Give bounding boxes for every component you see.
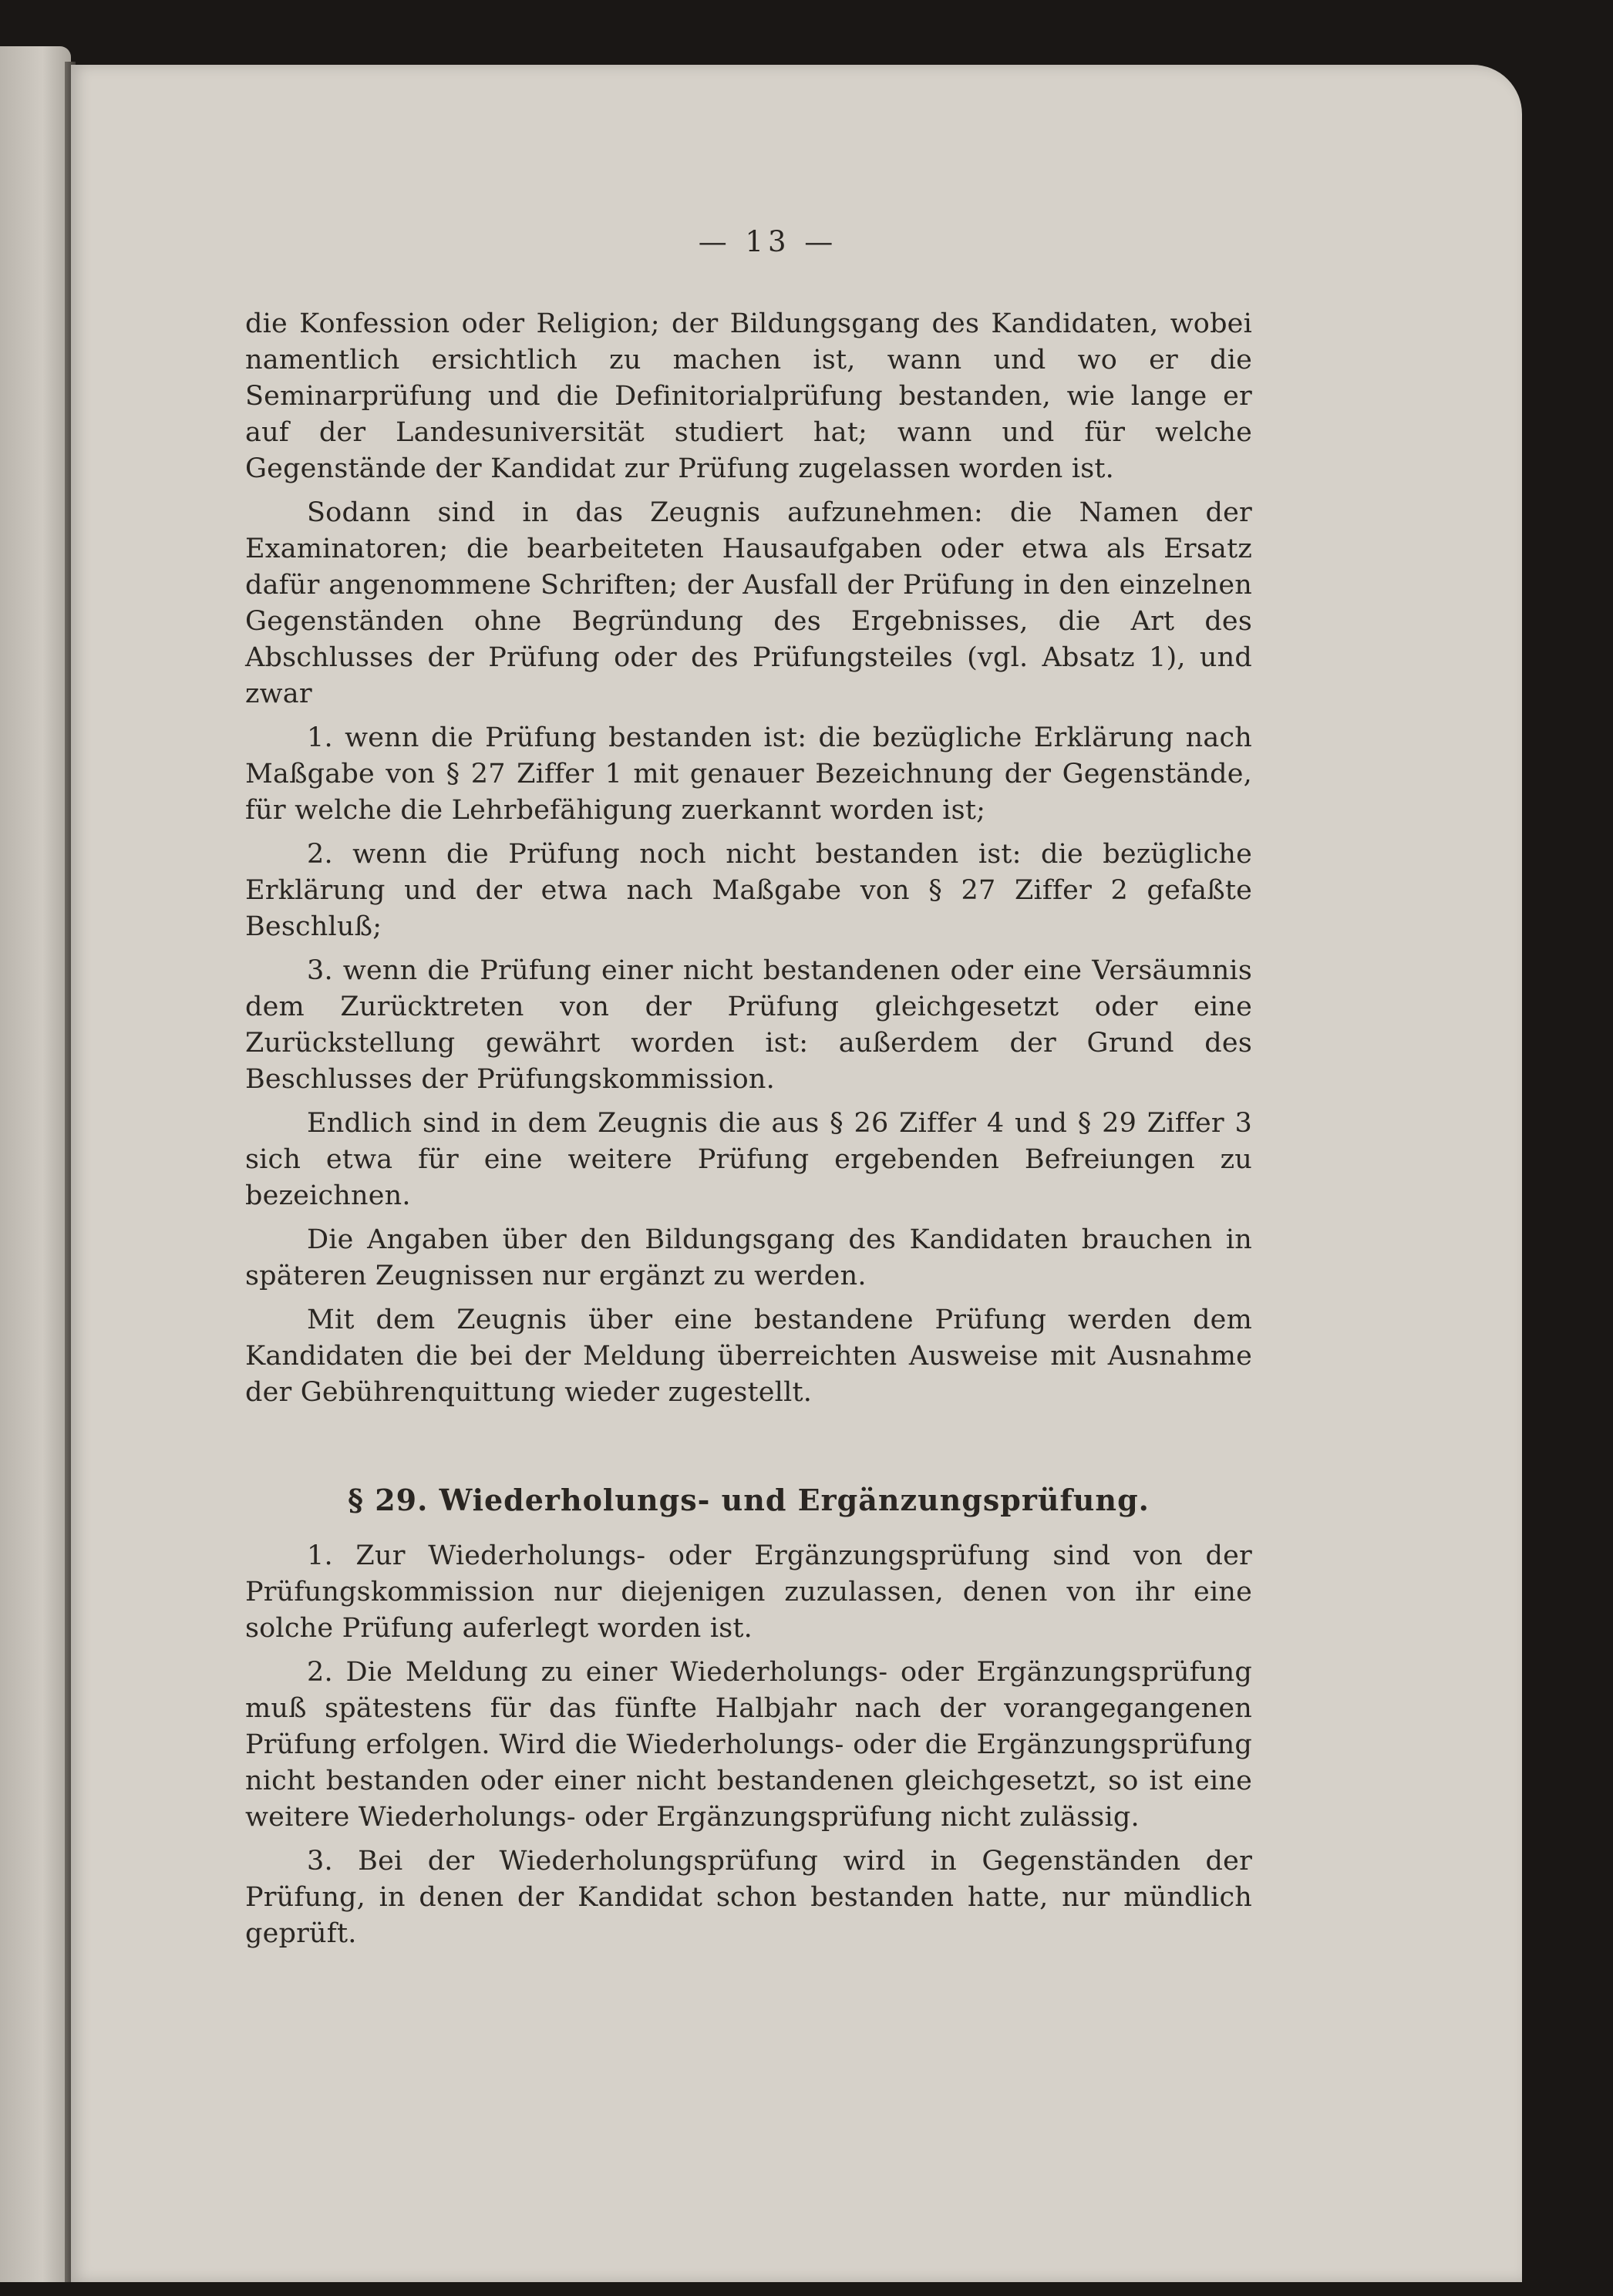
page-content — [245, 224, 1252, 1960]
list-item: 3. wenn die Prüfung einer nicht bestandenen oder eine Versäumnis dem Zurücktreten von der Prüfung gleichgesetzt oder eine Zurückstellung gewährt worden ist: außerdem der Grund des Beschlusses der Prüfungskommission. — [245, 955, 1252, 1095]
section-heading: § 29. Wiederholungs- und Ergänzungsprüfung. — [348, 1483, 1150, 1517]
paragraph: Endlich sind in dem Zeugnis die aus § 26 Ziffer 4 und § 29 Ziffer 3 sich etwa für eine weitere Prüfung ergebenden Befreiungen zu bezeichnen. — [245, 1108, 1252, 1211]
list-item: 2. wenn die Prüfung noch nicht bestanden ist: die bezügliche Erklärung und der etwa nach Maßgabe von § 27 Ziffer 2 gefaßte Beschluß; — [245, 839, 1252, 942]
list-item: 1. Zur Wiederholungs- oder Ergänzungsprüfung sind von der Prüfungskommission nur diejenigen zuzulassen, denen von ihr eine solche Prüfung auferlegt worden ist. — [245, 1540, 1252, 1644]
page-number: — 13 — — [698, 225, 838, 258]
paragraph: Die Angaben über den Bildungsgang des Kandidaten brauchen in späteren Zeugnissen nur ergänzt zu werden. — [245, 1224, 1252, 1291]
paragraph: Mit dem Zeugnis über eine bestandene Prüfung werden dem Kandidaten die bei der Meldung überreichten Ausweise mit Ausnahme der Gebührenquittung wieder zugestellt. — [245, 1305, 1252, 1408]
left-page-edge — [0, 46, 71, 2282]
paragraph: die Konfession oder Religion; der Bildungsgang des Kandidaten, wobei namentlich ersichtlich zu machen ist, wann und wo er die Seminarprüfung und die Definitorialprüfung bestanden, wie lange er auf der Landesuniversität studiert hat; wann und für welche Gegenstände der Kandidat zur Prüfung zugelassen worden ist. — [245, 308, 1252, 484]
list-item: 2. Die Meldung zu einer Wiederholungs- oder Ergänzungsprüfung muß spätestens für das fünfte Halbjahr nach der vorangegangenen Prüfung erfolgen. Wird die Wiederholungs- oder die Ergänzungsprüfung nicht bestanden oder einer nicht bestandenen gleichgesetzt, so ist eine weitere Wiederholungs- oder Ergänzungsprüfung nicht zulässig. — [245, 1657, 1252, 1833]
list-item: 3. Bei der Wiederholungsprüfung wird in Gegenständen der Prüfung, in denen der Kandidat schon bestanden hatte, nur mündlich geprüft. — [245, 1846, 1252, 1949]
list-item: 1. wenn die Prüfung bestanden ist: die bezügliche Erklärung nach Maßgabe von § 27 Ziffer 1 mit genauer Bezeichnung der Gegenstände, für welche die Lehrbefähigung zuerkannt worden ist; — [245, 722, 1252, 826]
paragraph: Sodann sind in das Zeugnis aufzunehmen: die Namen der Examinatoren; die bearbeiteten Hausaufgaben oder etwa als Ersatz dafür angenommene Schriften; der Ausfall der Prüfung in den einzelnen Gegenständen ohne Begründung des Ergebnisses, die Art des Abschlusses der Prüfung oder des Prüfungsteiles (vgl. Absatz 1), und zwar — [245, 497, 1252, 709]
